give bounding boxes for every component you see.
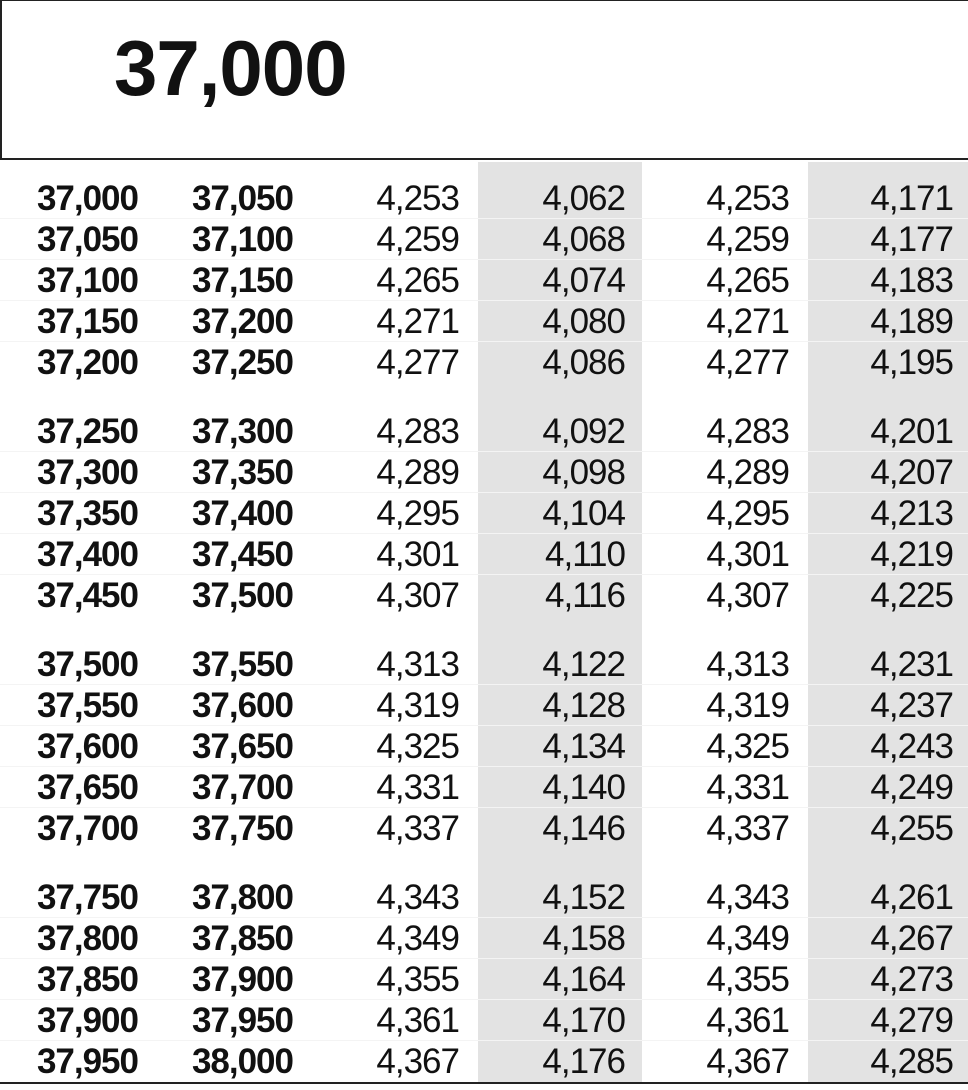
row-to: 37,650 — [191, 727, 293, 766]
table-row — [0, 877, 968, 918]
col3-value: 4,271 — [376, 302, 459, 341]
table-row — [0, 219, 968, 260]
col4-value: 4,104 — [542, 494, 625, 533]
tax-table — [0, 162, 968, 1082]
col4-value: 4,170 — [542, 1001, 625, 1040]
col6-value: 4,171 — [870, 179, 953, 218]
row-from: 37,200 — [36, 343, 138, 382]
row-to: 37,100 — [191, 220, 293, 259]
col3-value: 4,337 — [376, 809, 459, 848]
col4-value: 4,068 — [542, 220, 625, 259]
col4-value: 4,092 — [542, 412, 625, 451]
col6-value: 4,219 — [870, 535, 953, 574]
row-to: 37,950 — [191, 1001, 293, 1040]
row-from: 37,300 — [36, 453, 138, 492]
row-from: 37,450 — [36, 576, 138, 615]
row-to: 37,850 — [191, 919, 293, 958]
row-to: 37,600 — [191, 686, 293, 725]
row-from: 37,850 — [36, 960, 138, 999]
col5-value: 4,265 — [706, 261, 789, 300]
col6-value: 4,207 — [870, 453, 953, 492]
col5-value: 4,355 — [706, 960, 789, 999]
col6-value: 4,183 — [870, 261, 953, 300]
col3-value: 4,277 — [376, 343, 459, 382]
col4-value: 4,080 — [542, 302, 625, 341]
col3-value: 4,355 — [376, 960, 459, 999]
row-from: 37,800 — [36, 919, 138, 958]
row-to: 37,350 — [191, 453, 293, 492]
col4-value: 4,176 — [542, 1042, 625, 1081]
col3-value: 4,289 — [376, 453, 459, 492]
col6-value: 4,249 — [870, 768, 953, 807]
col5-value: 4,259 — [706, 220, 789, 259]
table-row — [0, 1041, 968, 1082]
col4-value: 4,164 — [542, 960, 625, 999]
table-row — [0, 534, 968, 575]
table-row — [0, 918, 968, 959]
table-row — [0, 575, 968, 616]
col6-value: 4,243 — [870, 727, 953, 766]
table-row — [0, 342, 968, 383]
col3-value: 4,301 — [376, 535, 459, 574]
row-from: 37,500 — [36, 645, 138, 684]
col3-value: 4,253 — [376, 179, 459, 218]
table-row — [0, 178, 968, 219]
table-row — [0, 493, 968, 534]
col5-value: 4,307 — [706, 576, 789, 615]
table-row — [0, 726, 968, 767]
col5-value: 4,313 — [706, 645, 789, 684]
row-to: 37,200 — [191, 302, 293, 341]
col3-value: 4,367 — [376, 1042, 459, 1081]
col5-value: 4,283 — [706, 412, 789, 451]
col4-value: 4,098 — [542, 453, 625, 492]
col4-value: 4,110 — [545, 535, 625, 574]
col3-value: 4,343 — [376, 878, 459, 917]
col3-value: 4,349 — [376, 919, 459, 958]
row-to: 37,700 — [191, 768, 293, 807]
col4-value: 4,086 — [542, 343, 625, 382]
col4-value: 4,062 — [542, 179, 625, 218]
col5-value: 4,343 — [706, 878, 789, 917]
col6-value: 4,267 — [870, 919, 953, 958]
col3-value: 4,319 — [376, 686, 459, 725]
table-row — [0, 301, 968, 342]
row-from: 37,900 — [36, 1001, 138, 1040]
col6-value: 4,177 — [870, 220, 953, 259]
row-from: 37,350 — [36, 494, 138, 533]
row-from: 37,400 — [36, 535, 138, 574]
col3-value: 4,313 — [376, 645, 459, 684]
row-to: 37,300 — [191, 412, 293, 451]
col6-value: 4,261 — [870, 878, 953, 917]
col5-value: 4,349 — [706, 919, 789, 958]
col4-value: 4,158 — [542, 919, 625, 958]
col5-value: 4,331 — [706, 768, 789, 807]
bottom-rule — [0, 1082, 968, 1084]
col6-value: 4,231 — [870, 645, 953, 684]
col5-value: 4,325 — [706, 727, 789, 766]
table-row — [0, 452, 968, 493]
col5-value: 4,337 — [706, 809, 789, 848]
col4-value: 4,116 — [545, 576, 625, 615]
col3-value: 4,295 — [376, 494, 459, 533]
col3-value: 4,307 — [376, 576, 459, 615]
table-header-box — [0, 0, 968, 160]
col5-value: 4,301 — [706, 535, 789, 574]
col5-value: 4,361 — [706, 1001, 789, 1040]
col3-value: 4,361 — [376, 1001, 459, 1040]
col3-value: 4,331 — [376, 768, 459, 807]
row-to: 37,250 — [191, 343, 293, 382]
col5-value: 4,277 — [706, 343, 789, 382]
col6-value: 4,279 — [870, 1001, 953, 1040]
table-row — [0, 767, 968, 808]
row-from: 37,250 — [36, 412, 138, 451]
table-row — [0, 644, 968, 685]
col6-value: 4,255 — [870, 809, 953, 848]
col4-value: 4,140 — [542, 768, 625, 807]
col5-value: 4,367 — [706, 1042, 789, 1081]
table-row — [0, 411, 968, 452]
col5-value: 4,319 — [706, 686, 789, 725]
col6-value: 4,225 — [870, 576, 953, 615]
row-to: 37,050 — [191, 179, 293, 218]
col4-value: 4,152 — [542, 878, 625, 917]
col3-value: 4,325 — [376, 727, 459, 766]
col4-value: 4,074 — [542, 261, 625, 300]
row-from: 37,650 — [36, 768, 138, 807]
row-from: 37,550 — [36, 686, 138, 725]
row-from: 37,000 — [36, 179, 138, 218]
col3-value: 4,265 — [376, 261, 459, 300]
col6-value: 4,195 — [870, 343, 953, 382]
col6-value: 4,189 — [870, 302, 953, 341]
row-from: 37,100 — [36, 261, 138, 300]
col4-value: 4,134 — [542, 727, 625, 766]
col4-value: 4,122 — [542, 645, 625, 684]
row-from: 37,150 — [36, 302, 138, 341]
table-row — [0, 1000, 968, 1041]
page-title: 37,000 — [114, 24, 347, 112]
row-to: 37,500 — [191, 576, 293, 615]
row-from: 37,050 — [36, 220, 138, 259]
row-from: 37,950 — [36, 1042, 138, 1081]
col4-value: 4,128 — [542, 686, 625, 725]
table-row — [0, 959, 968, 1000]
col5-value: 4,253 — [706, 179, 789, 218]
row-from: 37,750 — [36, 878, 138, 917]
col5-value: 4,289 — [706, 453, 789, 492]
col6-value: 4,201 — [870, 412, 953, 451]
row-to: 37,800 — [191, 878, 293, 917]
row-to: 37,900 — [191, 960, 293, 999]
col3-value: 4,259 — [376, 220, 459, 259]
col6-value: 4,273 — [870, 960, 953, 999]
table-row — [0, 260, 968, 301]
col5-value: 4,295 — [706, 494, 789, 533]
col4-value: 4,146 — [542, 809, 625, 848]
row-from: 37,600 — [36, 727, 138, 766]
col3-value: 4,283 — [376, 412, 459, 451]
row-to: 37,150 — [191, 261, 293, 300]
row-to: 37,550 — [191, 645, 293, 684]
row-to: 37,400 — [191, 494, 293, 533]
table-row — [0, 808, 968, 849]
row-to: 37,450 — [191, 535, 293, 574]
row-to: 38,000 — [191, 1042, 293, 1081]
row-to: 37,750 — [191, 809, 293, 848]
col5-value: 4,271 — [706, 302, 789, 341]
col6-value: 4,237 — [870, 686, 953, 725]
row-from: 37,700 — [36, 809, 138, 848]
table-row — [0, 685, 968, 726]
col6-value: 4,213 — [870, 494, 953, 533]
col6-value: 4,285 — [870, 1042, 953, 1081]
